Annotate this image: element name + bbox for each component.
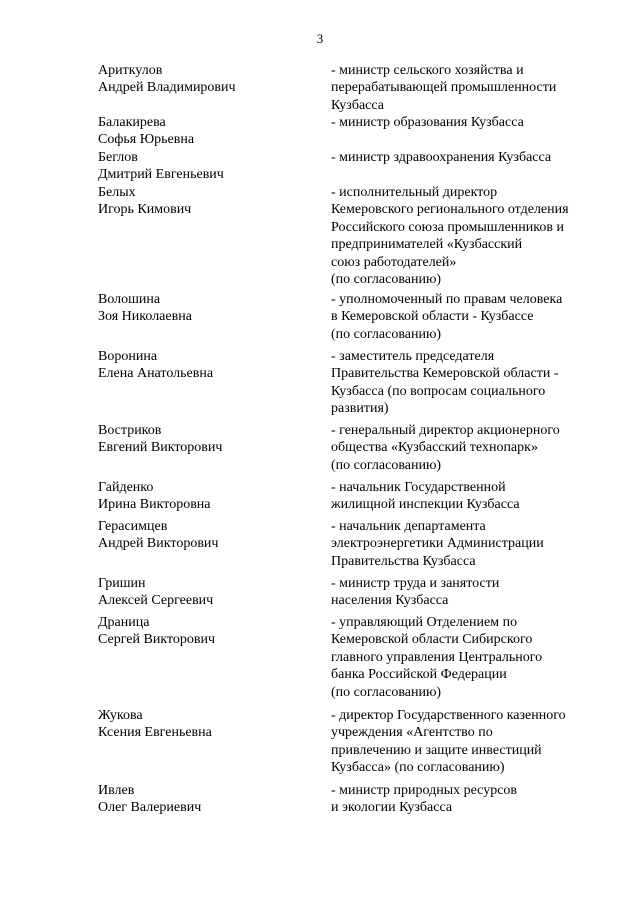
member-role <box>331 149 606 166</box>
member-role-line: Правительства Кузбасса <box>331 553 476 569</box>
member-role <box>331 291 606 343</box>
member-role <box>331 479 606 514</box>
member-role-line: - исполнительный директор <box>331 185 498 200</box>
member-name-line: Елена Анатольевна <box>98 366 214 382</box>
member-role-line: Правительства Кемеровской области - <box>331 366 559 382</box>
member-name-line: Алексей Сергеевич <box>98 593 214 609</box>
member-role-line: Кузбасса» (по согласованию) <box>331 760 505 776</box>
member-role-line: (по согласованию) <box>331 684 442 700</box>
member-name <box>98 422 313 457</box>
member-name-line: Воронина <box>98 349 158 364</box>
member-name-line: Дмитрий Евгеньевич <box>98 167 224 183</box>
member-role-line: (по согласованию) <box>331 272 442 288</box>
member-name-line: Востриков <box>98 423 162 438</box>
member-role-line: - управляющий Отделением по <box>331 615 518 630</box>
member-role-line: развития) <box>331 401 389 417</box>
member-role <box>331 114 606 131</box>
member-role-line: - министр природных ресурсов <box>331 783 518 798</box>
member-role-line: - заместитель председателя <box>331 349 495 364</box>
member-name-line: Софья Юрьевна <box>98 132 195 148</box>
member-name-line: Ариткулов <box>98 63 163 78</box>
member-role-line: Кемеровской области Сибирского <box>331 632 533 648</box>
member-role-line: - министр здравоохранения Кузбасса <box>331 150 552 165</box>
member-role <box>331 707 606 777</box>
member-role <box>331 782 606 817</box>
member-role-line: - директор Государственного казенного <box>331 708 566 723</box>
member-role <box>331 348 606 418</box>
member-role-line: - уполномоченный по правам человека <box>331 292 563 307</box>
member-role <box>331 518 606 570</box>
member-role-line: Кемеровского регионального отделения <box>331 202 569 218</box>
member-name <box>98 518 313 553</box>
member-role <box>331 184 606 288</box>
member-role <box>331 614 606 701</box>
member-role-line: перерабатывающей промышленности <box>331 80 557 96</box>
member-name-line: Беглов <box>98 150 138 165</box>
member-role-line: союз работодателей» <box>331 254 457 270</box>
member-name-line: Евгений Викторович <box>98 440 223 456</box>
member-role-line: главного управления Центрального <box>331 649 543 665</box>
member-role <box>331 422 606 474</box>
member-role-line: в Кемеровской области - Кузбассе <box>331 309 534 325</box>
member-role-line: - начальник Государственной <box>331 480 506 495</box>
member-role <box>331 62 606 114</box>
member-name <box>98 62 313 97</box>
member-name-line: Игорь Кимович <box>98 202 192 218</box>
member-name-line: Олег Валериевич <box>98 800 202 816</box>
member-name-line: Гришин <box>98 576 146 591</box>
member-role-line: Кузбасса <box>331 97 384 113</box>
member-role-line: привлечению и защите инвестиций <box>331 742 542 758</box>
member-name-line: Драница <box>98 615 150 630</box>
member-name-line: Герасимцев <box>98 519 168 534</box>
member-name-line: Волошина <box>98 292 161 307</box>
member-role-line: - министр сельского хозяйства и <box>331 63 524 78</box>
member-name <box>98 782 313 817</box>
member-name-line: Гайденко <box>98 480 154 495</box>
member-role-line: банка Российской Федерации <box>331 667 507 683</box>
member-role <box>331 575 606 610</box>
member-name <box>98 348 313 383</box>
member-name <box>98 149 313 184</box>
member-role-line: и экологии Кузбасса <box>331 800 453 816</box>
member-role-line: (по согласованию) <box>331 326 442 342</box>
member-name <box>98 707 313 742</box>
member-role-line: Российского союза промышленников и <box>331 219 564 235</box>
member-role-line: - начальник департамента <box>331 519 486 534</box>
member-name-line: Ксения Евгеньевна <box>98 725 212 741</box>
member-name-line: Зоя Николаевна <box>98 309 192 325</box>
member-name-line: Ивлев <box>98 783 135 798</box>
member-name-line: Жукова <box>98 708 143 723</box>
member-name <box>98 614 313 649</box>
member-name <box>98 479 313 514</box>
member-role-line: - министр образования Кузбасса <box>331 115 524 130</box>
member-name-line: Белых <box>98 185 136 200</box>
member-role-line: электроэнергетики Администрации <box>331 536 544 552</box>
member-name-line: Андрей Владимирович <box>98 80 236 96</box>
page-number: 3 <box>316 31 324 46</box>
member-name-line: Андрей Викторович <box>98 536 219 552</box>
member-name <box>98 184 313 219</box>
member-role-line: - министр труда и занятости <box>331 576 500 591</box>
member-role-line: учреждения «Агентство по <box>331 725 493 741</box>
member-name <box>98 291 313 326</box>
member-name <box>98 575 313 610</box>
member-role-line: жилищной инспекции Кузбасса <box>331 497 520 513</box>
member-role-line: населения Кузбасса <box>331 593 449 609</box>
member-name-line: Ирина Викторовна <box>98 497 211 513</box>
member-role-line: - генеральный директор акционерного <box>331 423 560 438</box>
member-role-line: общества «Кузбасский технопарк» <box>331 440 538 456</box>
member-name <box>98 114 313 149</box>
member-name-line: Сергей Викторович <box>98 632 216 648</box>
member-role-line: Кузбасса (по вопросам социального <box>331 383 546 399</box>
member-name-line: Балакирева <box>98 115 166 130</box>
member-role-line: предпринимателей «Кузбасский <box>331 237 523 253</box>
member-role-line: (по согласованию) <box>331 457 442 473</box>
